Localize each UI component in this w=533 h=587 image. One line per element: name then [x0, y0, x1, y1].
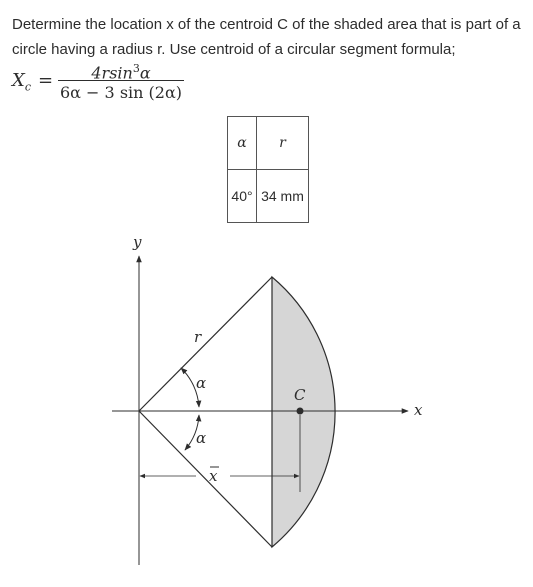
formula-numerator: 4rsin$^3$α: [91, 62, 151, 83]
question-text: Determine the location x of the centroid C of the shaded area that is part of a circle having a radius r. Use centroid of a circular segment formula;: [12, 16, 521, 58]
header-r: r: [257, 117, 309, 170]
alpha-bottom-label: α: [196, 429, 207, 447]
value-r: 34 mm: [257, 170, 309, 223]
formula-lhs: $X_c$: [12, 70, 31, 94]
xbar-label: x: [209, 467, 218, 485]
formula-lhs-subscript: c: [24, 80, 31, 94]
shaded-segment: [272, 277, 335, 547]
header-alpha: α: [228, 117, 257, 170]
centroid-point: [297, 408, 304, 415]
centroid-label: C: [294, 386, 306, 404]
y-axis-label: y: [133, 233, 142, 251]
formula-exponent: 3: [132, 62, 140, 75]
radius-label: r: [194, 328, 202, 346]
alpha-top-label: α: [196, 374, 207, 392]
x-axis-label: x: [414, 401, 423, 419]
formula-equals: =: [38, 70, 54, 91]
formula-denominator: 6α − 3 sin (2α): [59, 83, 182, 102]
value-alpha: 40°: [228, 170, 257, 223]
